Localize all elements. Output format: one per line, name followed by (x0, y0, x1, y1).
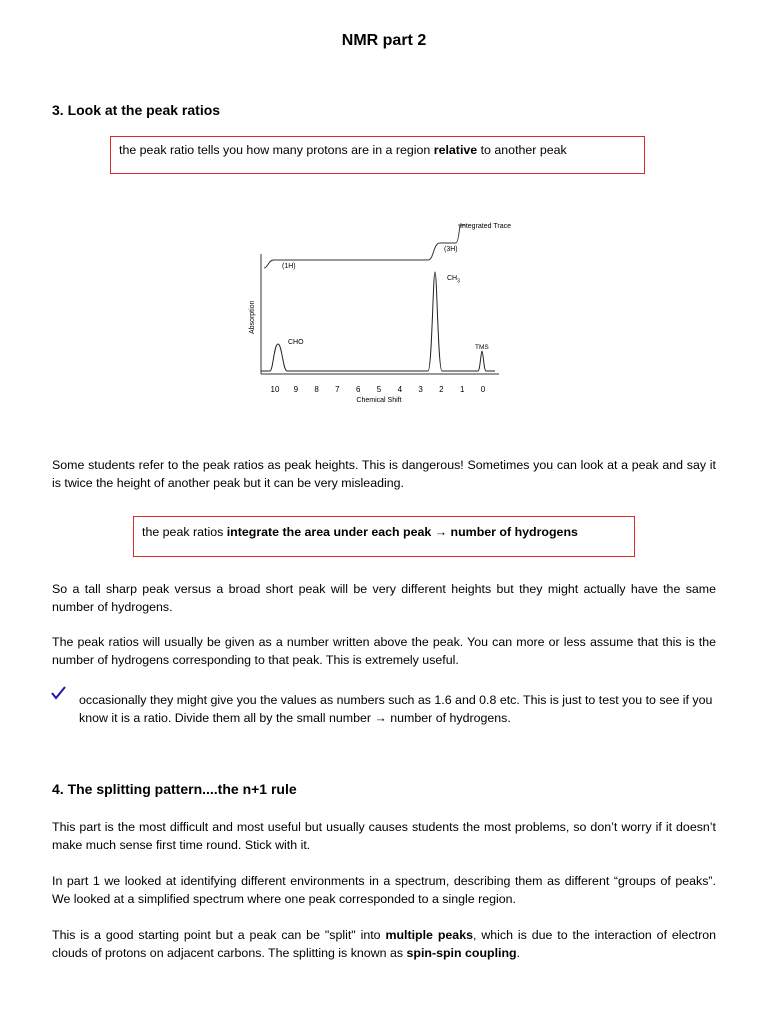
peak-ratio-box (110, 136, 645, 174)
integrate-area-box (133, 516, 635, 557)
x-tick-label: 7 (335, 385, 340, 394)
x-tick-label: 6 (355, 385, 361, 394)
integrated-trace-label: Integrated Trace (460, 223, 511, 230)
integration-label-3h: (3H) (444, 246, 458, 253)
paragraph-part-1-recap: In part 1 we looked at identifying different environments in a spectrum, describing them as different “groups of peaks”. We looked at a simplified spectrum where one peak corresponded to a single region. (52, 874, 716, 906)
paragraph-numbers-above-peak: The peak ratios will usually be given as a number written above the peak. You can more or less assume that this is the number of hydrogens corresponding to that peak. This is extremely useful. (52, 635, 716, 667)
x-tick-label: 8 (314, 385, 319, 394)
integrate-area-box-text: the peak ratios integrate the area under each peak → number of hydrogens (142, 524, 578, 539)
x-axis-label: Chemical Shift (356, 397, 402, 404)
page-title: NMR part 2 (341, 32, 427, 49)
section-4-heading: 4. The splitting pattern....the n+1 rule (52, 781, 297, 797)
paragraph-difficult-part: This part is the most difficult and most useful but usually causes students the most problems, so don’t worry if it doesn’t make much sense first time round. Stick with it. (52, 820, 716, 852)
integration-label-1h: (1H) (282, 263, 296, 270)
paragraph-peak-heights: Some students refer to the peak ratios as peak heights. This is dangerous! Sometimes you can look at a peak and say it is twice the height of another peak but it can be very misleading. (52, 458, 716, 490)
x-tick-label: 5 (376, 385, 382, 394)
x-tick-label: 4 (397, 385, 403, 394)
x-tick-label: 9 (293, 385, 299, 394)
nmr-spectrum-figure (240, 216, 530, 410)
paragraph-tall-sharp-peak: So a tall sharp peak versus a broad short peak will be very different heights but they might actually have the same number of hydrogens. (52, 582, 716, 614)
tick-note: occasionally they might give you the values as numbers such as 1.6 and 0.8 etc. This is just to test you to see if you know it is a ratio. Divide them all by the small number → number of hydrogens. (79, 693, 713, 725)
integrated-trace-line (264, 225, 465, 268)
x-tick-label: 0 (480, 385, 486, 394)
x-tick-label: 2 (439, 385, 444, 394)
section-3-heading: 3. Look at the peak ratios (52, 102, 221, 118)
spectrum-line (261, 272, 495, 371)
x-tick-label: 3 (418, 385, 423, 394)
checkmark-icon (51, 686, 67, 700)
peak-label-tms: TMS (475, 344, 489, 351)
peak-label-ch3: $CH_3$ (447, 275, 460, 285)
peak-ratio-box-text: the peak ratio tells you how many protons are in a region relative to another peak (119, 143, 567, 157)
x-tick-labels (271, 385, 486, 394)
paragraph-spin-coupling: This is a good starting point but a peak can be "split" into multiple peaks, which is due to the interaction of electron clouds of protons on adjacent carbons. The splitting is known as spin-spin coupling. (52, 928, 716, 960)
peak-label-cho: CHO (288, 339, 304, 346)
x-tick-label: 10 (270, 385, 280, 394)
x-tick-label: 1 (459, 385, 465, 394)
y-axis-label: Absorption (249, 300, 256, 334)
